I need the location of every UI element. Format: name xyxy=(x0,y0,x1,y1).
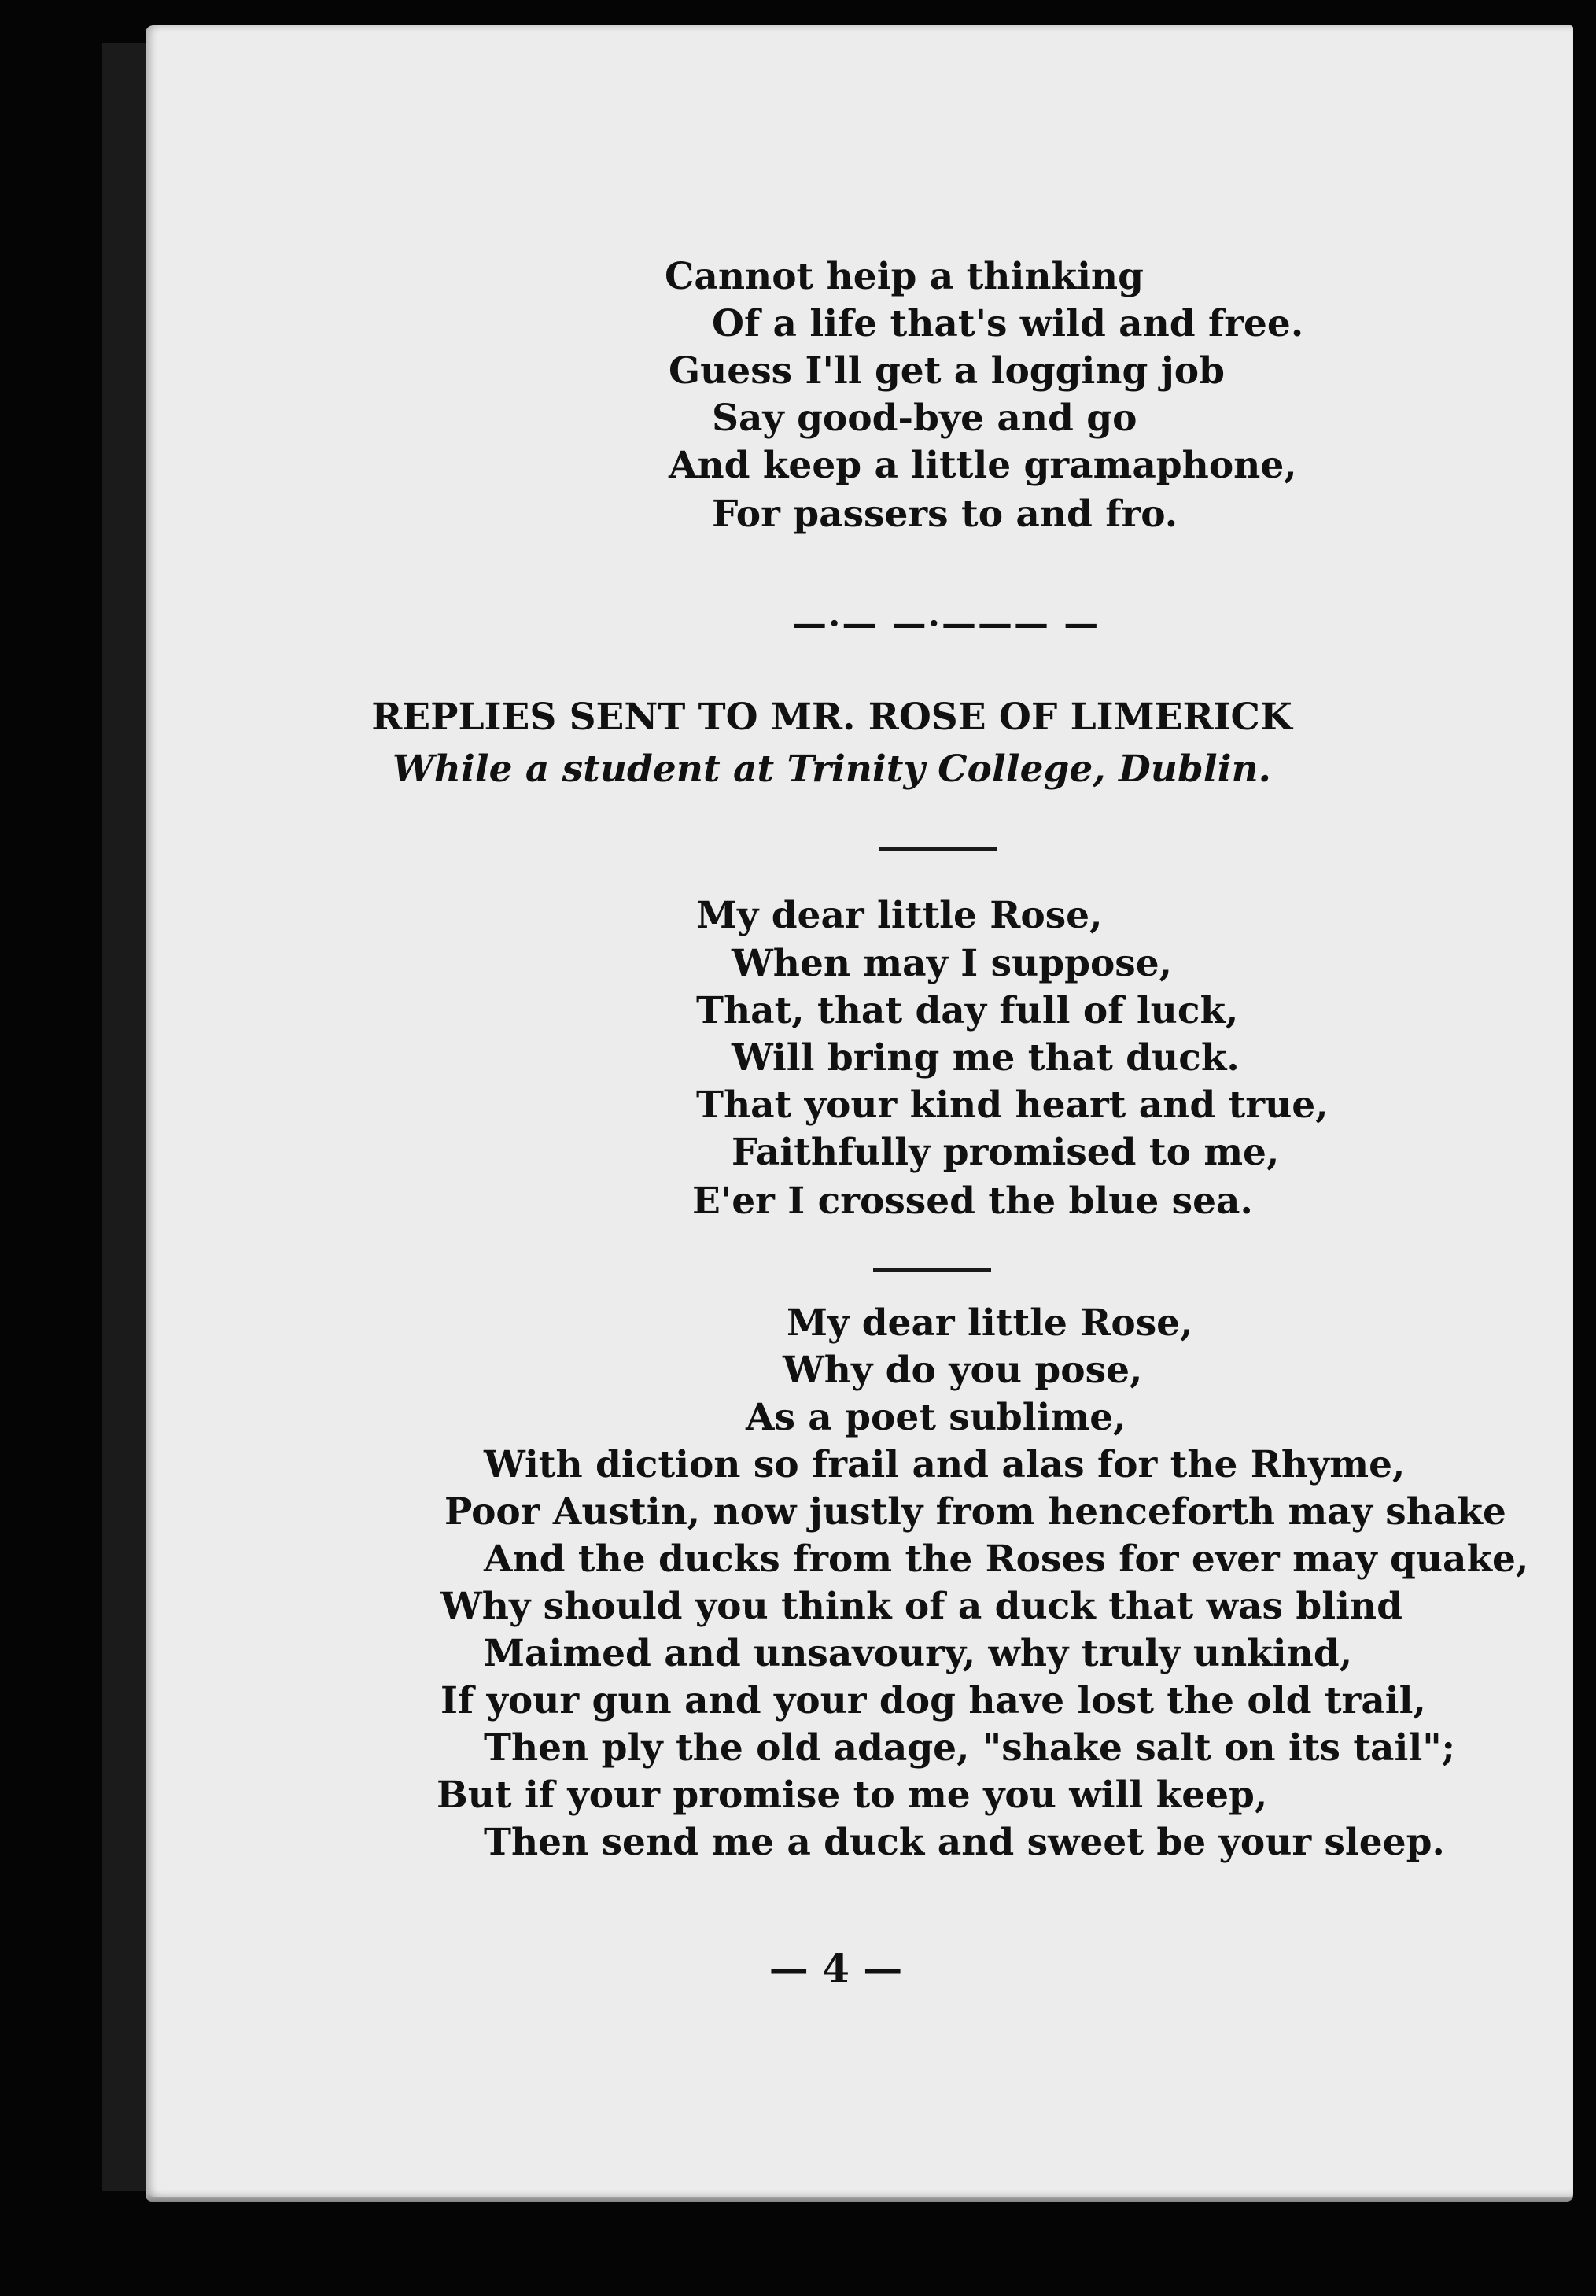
poem-line: My dear little Rose, xyxy=(787,1301,1193,1345)
poem-line: As a poet sublime, xyxy=(746,1396,1126,1439)
poem-line: Poor Austin, now justly from henceforth may shake xyxy=(444,1490,1506,1534)
poem-line: For passers to and fro. xyxy=(712,493,1178,536)
section-title: REPLIES SENT TO MR. ROSE OF LIMERICK xyxy=(371,696,1292,739)
poem-line: Why do you pose, xyxy=(783,1349,1143,1392)
poem-line: Faithfully promised to me, xyxy=(732,1131,1280,1174)
poem-line: Why should you think of a duck that was blind xyxy=(440,1585,1402,1628)
poem-line: Then ply the old adage, "shake salt on its tail"; xyxy=(484,1726,1456,1770)
book-page xyxy=(146,25,1573,2197)
poem-line: E'er I crossed the blue sea. xyxy=(692,1179,1253,1223)
poem-line: That, that day full of luck, xyxy=(696,989,1239,1032)
poem-line: Say good-bye and go xyxy=(712,397,1137,440)
divider-rule xyxy=(873,1268,991,1272)
poem-line: Then send me a duck and sweet be your sleep. xyxy=(484,1821,1445,1864)
section-ornament: —·— —·——— — xyxy=(792,604,1100,644)
poem-line: Maimed and unsavoury, why truly unkind, xyxy=(484,1632,1353,1675)
poem-line: Will bring me that duck. xyxy=(732,1036,1240,1080)
poem-line: With diction so frail and alas for the Rhyme, xyxy=(484,1443,1406,1486)
poem-line: That your kind heart and true, xyxy=(696,1083,1329,1127)
poem-line: Cannot heip a thinking xyxy=(665,255,1144,298)
poem-line: If your gun and your dog have lost the old trail, xyxy=(440,1679,1426,1722)
divider-rule xyxy=(879,847,997,851)
poem-line: When may I suppose, xyxy=(732,942,1173,985)
poem-line: My dear little Rose, xyxy=(696,894,1103,937)
poem-line: Of a life that's wild and free. xyxy=(712,302,1304,345)
page-number: — 4 — xyxy=(769,1945,903,1991)
poem-line: But if your promise to me you will keep, xyxy=(437,1774,1268,1817)
poem-line: And the ducks from the Roses for ever may quake, xyxy=(484,1537,1529,1581)
poem-line: Guess I'll get a logging job xyxy=(669,349,1225,393)
section-subtitle: While a student at Trinity College, Dublin. xyxy=(392,747,1272,791)
poem-line: And keep a little gramaphone, xyxy=(669,444,1297,487)
